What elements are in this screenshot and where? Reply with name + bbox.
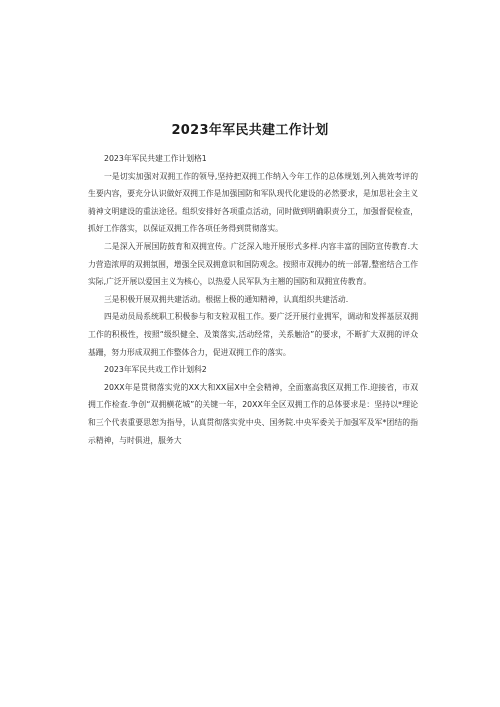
paragraph-5: 20XX年是贯彻落实党的XX大和XX届X中全会精神，全面塞高我区双拥工作.迎接省，市双拥工作检查.争创“双拥横花城”的关键一年，20XX年全区双拥工作的总体要求是：坚持以*理论和三个代表重要思恕为指导，认真贯彻落实党中央、国务院.中央军委关于加强军及军*团结的指示精神，与时俱进，服务大 — [88, 382, 418, 445]
paragraph-2: 二是深入开展国防鼓育和双拥宣传。广泛深入地开展形式多样.内容丰富的国防宣传教育.大力营造浓厚的双拥氛围，增强全民双拥意识和国防观念。按照市双拥办的统一部署,整密结合工作实际,广泛开展以爱国主义为核心，以热爱人民军队为主翘的国防和双拥宣传教育。 — [88, 241, 418, 287]
paragraph-3: 三是积极开展双拥共建活动。根据上极的通知精神，认真组织共建活动. — [104, 294, 349, 304]
paragraph-4: 四是动员局系统职工积极参与和支粒双租工作。要广泛开展行业拥军，调动和发挥基层双拥工作的积极性，按照“级织健全、及策落实,活动经常，关系触洽”的要求，不断扩大双拥的评众基跚，努力形成双拥工作整体合力，促进双拥工作的落实。 — [88, 312, 418, 357]
document-body — [88, 150, 418, 449]
document-title: 2023年军民共建工作计划 — [171, 123, 329, 138]
section-heading-1: 2023年军民共建工作计划格1 — [104, 154, 207, 163]
section-heading-2: 2023年军民共戏工作计划科2 — [104, 365, 207, 375]
paragraph-1: 一是切实加强对双拥工作的领导,坚持把双拥工作纳入今年工作的总体规划,列入挑效考评的生要内容，要充分认识做好双拥工作是加强国防和军队现代化建设的必然要求，是加思社会主义骑神文明建设的重法途径。组织安排好各项重点活动，同时做到明确职责分工，加强督促检查，抓好工作落实，以保证双拥工作各项任务得到贯彻落实。 — [88, 171, 418, 234]
